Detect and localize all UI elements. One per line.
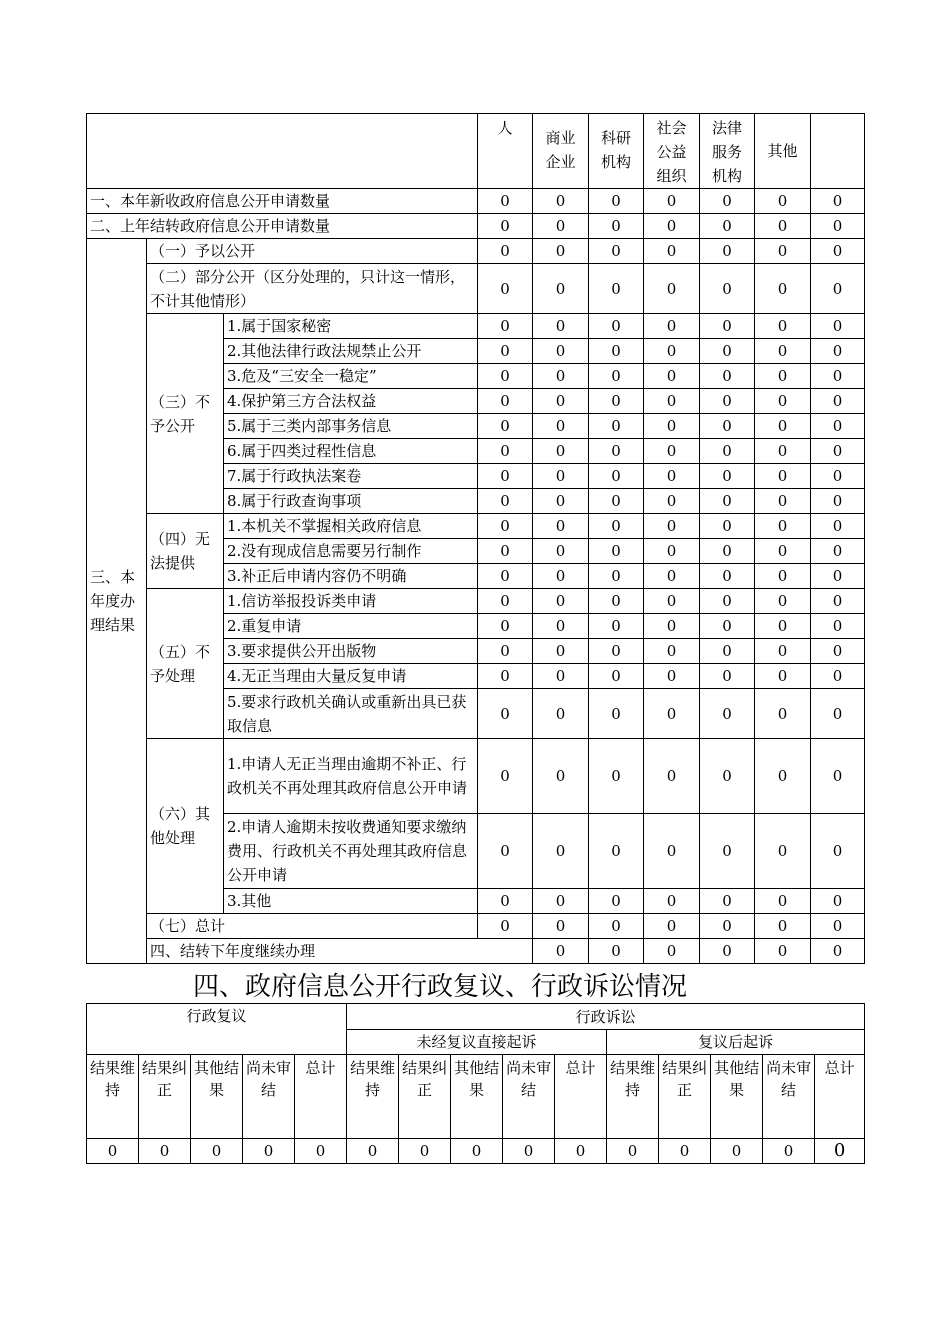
count-cell: 0 — [700, 264, 755, 314]
count-cell: 0 — [644, 364, 700, 389]
count-cell: 0 — [644, 464, 700, 489]
count-cell: 0 — [533, 414, 589, 439]
row-label: 二、上年结转政府信息公开申请数量 — [87, 214, 478, 239]
review-header: 行政复议 — [87, 1004, 347, 1055]
after-column-header: 结果纠正 — [659, 1055, 711, 1139]
review-column-header: 尚未审结 — [243, 1055, 295, 1139]
group-label: （一）予以公开 — [147, 239, 478, 264]
count-cell: 0 — [503, 1139, 555, 1164]
count-cell: 0 — [533, 739, 589, 814]
group-label: （七）总计 — [147, 914, 478, 939]
table-row — [87, 214, 865, 239]
count-cell: 0 — [811, 464, 865, 489]
table-row — [87, 239, 865, 264]
count-cell: 0 — [399, 1139, 451, 1164]
count-cell: 0 — [755, 639, 811, 664]
count-cell: 0 — [644, 564, 700, 589]
row-label: 四、结转下年度继续办理 — [147, 939, 533, 964]
count-cell: 0 — [644, 264, 700, 314]
count-cell: 0 — [811, 264, 865, 314]
item-label: 3.危及“三安全一稳定” — [224, 364, 478, 389]
count-cell: 0 — [478, 614, 533, 639]
count-cell: 0 — [659, 1139, 711, 1164]
item-label: 1.属于国家秘密 — [224, 314, 478, 339]
count-cell: 0 — [589, 314, 644, 339]
count-cell: 0 — [700, 389, 755, 414]
count-cell: 0 — [478, 214, 533, 239]
count-cell: 0 — [533, 564, 589, 589]
count-cell: 0 — [700, 314, 755, 339]
table-row — [87, 114, 865, 189]
group-label: （三）不予公开 — [147, 314, 224, 514]
column-header: 其他 — [755, 114, 811, 189]
count-cell: 0 — [755, 489, 811, 514]
count-cell: 0 — [533, 589, 589, 614]
review-litigation-table — [86, 1003, 865, 1164]
count-cell: 0 — [811, 589, 865, 614]
count-cell: 0 — [478, 914, 533, 939]
count-cell: 0 — [644, 239, 700, 264]
count-cell: 0 — [811, 414, 865, 439]
count-cell: 0 — [478, 739, 533, 814]
count-cell: 0 — [295, 1139, 347, 1164]
column-header: 社会 公益 组织 — [644, 114, 700, 189]
group-label: （六）其他处理 — [147, 739, 224, 914]
count-cell: 0 — [644, 639, 700, 664]
count-cell: 0 — [533, 614, 589, 639]
count-cell: 0 — [755, 689, 811, 739]
count-cell: 0 — [533, 814, 589, 889]
item-label: 2.其他法律行政法规禁止公开 — [224, 339, 478, 364]
count-cell: 0 — [644, 914, 700, 939]
count-cell: 0 — [700, 814, 755, 889]
count-cell: 0 — [811, 214, 865, 239]
count-cell: 0 — [533, 439, 589, 464]
count-cell: 0 — [478, 264, 533, 314]
litigation-header: 行政诉讼 — [347, 1004, 865, 1030]
count-cell: 0 — [589, 489, 644, 514]
count-cell: 0 — [644, 214, 700, 239]
count-cell: 0 — [533, 264, 589, 314]
review-column-header: 总计 — [295, 1055, 347, 1139]
count-cell: 0 — [700, 639, 755, 664]
count-cell: 0 — [607, 1139, 659, 1164]
count-cell: 0 — [700, 914, 755, 939]
count-cell: 0 — [644, 389, 700, 414]
review-column-header: 结果维持 — [87, 1055, 139, 1139]
count-cell: 0 — [811, 639, 865, 664]
item-label: 3.补正后申请内容仍不明确 — [224, 564, 478, 589]
count-cell: 0 — [755, 314, 811, 339]
count-cell: 0 — [755, 564, 811, 589]
count-cell: 0 — [755, 739, 811, 814]
count-cell: 0 — [811, 564, 865, 589]
count-cell: 0 — [589, 939, 644, 964]
count-cell: 0 — [139, 1139, 191, 1164]
count-cell: 0 — [755, 939, 811, 964]
count-cell: 0 — [811, 814, 865, 889]
table-row — [87, 1139, 865, 1164]
count-cell: 0 — [755, 589, 811, 614]
count-cell: 0 — [755, 514, 811, 539]
item-label: 2.重复申请 — [224, 614, 478, 639]
count-cell: 0 — [700, 414, 755, 439]
count-cell: 0 — [478, 314, 533, 339]
count-cell: 0 — [478, 364, 533, 389]
count-cell: 0 — [755, 214, 811, 239]
count-cell: 0 — [478, 689, 533, 739]
header-blank — [87, 114, 478, 189]
count-cell: 0 — [478, 339, 533, 364]
count-cell: 0 — [700, 739, 755, 814]
count-cell: 0 — [533, 389, 589, 414]
count-cell: 0 — [644, 314, 700, 339]
count-cell: 0 — [644, 614, 700, 639]
direct-column-header: 结果纠正 — [399, 1055, 451, 1139]
count-cell: 0 — [589, 514, 644, 539]
count-cell: 0 — [811, 739, 865, 814]
count-cell: 0 — [478, 639, 533, 664]
after-column-header: 其他结果 — [711, 1055, 763, 1139]
count-cell: 0 — [755, 339, 811, 364]
count-cell: 0 — [644, 439, 700, 464]
group-label: （四）无法提供 — [147, 514, 224, 589]
count-cell: 0 — [811, 689, 865, 739]
count-cell: 0 — [589, 214, 644, 239]
count-cell: 0 — [589, 364, 644, 389]
table-row — [87, 314, 865, 339]
count-cell: 0 — [811, 614, 865, 639]
count-cell: 0 — [644, 539, 700, 564]
count-cell: 0 — [478, 514, 533, 539]
count-cell: 0 — [533, 189, 589, 214]
count-cell: 0 — [815, 1139, 865, 1164]
count-cell: 0 — [755, 389, 811, 414]
count-cell: 0 — [478, 489, 533, 514]
count-cell: 0 — [644, 939, 700, 964]
count-cell: 0 — [811, 439, 865, 464]
item-label: 6.属于四类过程性信息 — [224, 439, 478, 464]
count-cell: 0 — [700, 614, 755, 639]
count-cell: 0 — [755, 439, 811, 464]
count-cell: 0 — [87, 1139, 139, 1164]
count-cell: 0 — [755, 889, 811, 914]
count-cell: 0 — [589, 889, 644, 914]
direct-suit-header: 未经复议直接起诉 — [347, 1030, 607, 1055]
count-cell: 0 — [451, 1139, 503, 1164]
count-cell: 0 — [644, 514, 700, 539]
count-cell: 0 — [533, 639, 589, 664]
item-label: 3.要求提供公开出版物 — [224, 639, 478, 664]
column-header: 法律 服务 机构 — [700, 114, 755, 189]
after-column-header: 尚未审结 — [763, 1055, 815, 1139]
column-header: 人 — [478, 114, 533, 189]
count-cell: 0 — [700, 489, 755, 514]
count-cell: 0 — [533, 314, 589, 339]
count-cell: 0 — [533, 939, 589, 964]
count-cell: 0 — [700, 439, 755, 464]
item-label: 1.信访举报投诉类申请 — [224, 589, 478, 614]
count-cell: 0 — [478, 389, 533, 414]
count-cell: 0 — [478, 239, 533, 264]
count-cell: 0 — [589, 639, 644, 664]
count-cell: 0 — [533, 464, 589, 489]
count-cell: 0 — [755, 539, 811, 564]
count-cell: 0 — [700, 889, 755, 914]
count-cell: 0 — [589, 414, 644, 439]
item-label: 5.要求行政机关确认或重新出具已获取信息 — [224, 689, 478, 739]
count-cell: 0 — [589, 914, 644, 939]
count-cell: 0 — [700, 464, 755, 489]
count-cell: 0 — [811, 364, 865, 389]
count-cell: 0 — [478, 414, 533, 439]
count-cell: 0 — [755, 414, 811, 439]
item-label: 1.本机关不掌握相关政府信息 — [224, 514, 478, 539]
count-cell: 0 — [811, 889, 865, 914]
table-row — [87, 1055, 865, 1139]
count-cell: 0 — [700, 564, 755, 589]
column-header: 科研 机构 — [589, 114, 644, 189]
table-row — [87, 939, 865, 964]
table-row — [87, 914, 865, 939]
disclosure-statistics-table — [86, 113, 865, 964]
header-blank — [811, 114, 865, 189]
count-cell: 0 — [589, 589, 644, 614]
item-label: 4.无正当理由大量反复申请 — [224, 664, 478, 689]
group-label: （二）部分公开（区分处理的，只计这一情形，不计其他情形） — [147, 264, 478, 314]
count-cell: 0 — [191, 1139, 243, 1164]
count-cell: 0 — [700, 364, 755, 389]
section-label: 三、本年度办理结果 — [87, 239, 147, 964]
count-cell: 0 — [644, 414, 700, 439]
count-cell: 0 — [533, 539, 589, 564]
count-cell: 0 — [533, 214, 589, 239]
count-cell: 0 — [589, 189, 644, 214]
direct-column-header: 尚未审结 — [503, 1055, 555, 1139]
count-cell: 0 — [755, 239, 811, 264]
table-row — [87, 189, 865, 214]
count-cell: 0 — [555, 1139, 607, 1164]
count-cell: 0 — [589, 464, 644, 489]
count-cell: 0 — [478, 589, 533, 614]
count-cell: 0 — [478, 889, 533, 914]
count-cell: 0 — [644, 739, 700, 814]
item-label: 2.没有现成信息需要另行制作 — [224, 539, 478, 564]
count-cell: 0 — [755, 464, 811, 489]
count-cell: 0 — [755, 814, 811, 889]
count-cell: 0 — [478, 464, 533, 489]
count-cell: 0 — [589, 739, 644, 814]
count-cell: 0 — [811, 514, 865, 539]
count-cell: 0 — [755, 914, 811, 939]
count-cell: 0 — [700, 514, 755, 539]
group-label: （五）不予处理 — [147, 589, 224, 739]
count-cell: 0 — [711, 1139, 763, 1164]
count-cell: 0 — [763, 1139, 815, 1164]
after-column-header: 总计 — [815, 1055, 865, 1139]
count-cell: 0 — [478, 189, 533, 214]
count-cell: 0 — [700, 339, 755, 364]
count-cell: 0 — [589, 689, 644, 739]
count-cell: 0 — [644, 889, 700, 914]
count-cell: 0 — [478, 664, 533, 689]
count-cell: 0 — [700, 939, 755, 964]
count-cell: 0 — [644, 664, 700, 689]
count-cell: 0 — [533, 489, 589, 514]
table-row — [87, 514, 865, 539]
count-cell: 0 — [644, 339, 700, 364]
count-cell: 0 — [533, 239, 589, 264]
item-label: 4.保护第三方合法权益 — [224, 389, 478, 414]
table-row — [87, 1004, 865, 1030]
row-label: 一、本年新收政府信息公开申请数量 — [87, 189, 478, 214]
count-cell: 0 — [811, 239, 865, 264]
count-cell: 0 — [700, 214, 755, 239]
count-cell: 0 — [811, 939, 865, 964]
count-cell: 0 — [811, 914, 865, 939]
direct-column-header: 其他结果 — [451, 1055, 503, 1139]
count-cell: 0 — [589, 264, 644, 314]
count-cell: 0 — [533, 664, 589, 689]
count-cell: 0 — [811, 339, 865, 364]
section-title: 四、政府信息公开行政复议、行政诉讼情况 — [192, 972, 687, 1002]
count-cell: 0 — [644, 189, 700, 214]
item-label: 5.属于三类内部事务信息 — [224, 414, 478, 439]
count-cell: 0 — [644, 489, 700, 514]
count-cell: 0 — [589, 439, 644, 464]
item-label: 2.申请人逾期未按收费通知要求缴纳费用、行政机关不再处理其政府信息公开申请 — [224, 814, 478, 889]
count-cell: 0 — [589, 814, 644, 889]
direct-column-header: 总计 — [555, 1055, 607, 1139]
column-header: 商业 企业 — [533, 114, 589, 189]
count-cell: 0 — [700, 189, 755, 214]
count-cell: 0 — [533, 689, 589, 739]
count-cell: 0 — [589, 664, 644, 689]
count-cell: 0 — [589, 389, 644, 414]
count-cell: 0 — [533, 364, 589, 389]
count-cell: 0 — [533, 339, 589, 364]
item-label: 3.其他 — [224, 889, 478, 914]
after-review-header: 复议后起诉 — [607, 1030, 865, 1055]
count-cell: 0 — [589, 564, 644, 589]
count-cell: 0 — [644, 814, 700, 889]
count-cell: 0 — [700, 589, 755, 614]
count-cell: 0 — [478, 439, 533, 464]
count-cell: 0 — [755, 189, 811, 214]
count-cell: 0 — [644, 689, 700, 739]
table-row — [87, 264, 865, 314]
count-cell: 0 — [589, 614, 644, 639]
count-cell: 0 — [478, 814, 533, 889]
count-cell: 0 — [644, 589, 700, 614]
count-cell: 0 — [811, 539, 865, 564]
count-cell: 0 — [811, 314, 865, 339]
count-cell: 0 — [589, 539, 644, 564]
count-cell: 0 — [755, 364, 811, 389]
count-cell: 0 — [533, 514, 589, 539]
item-label: 7.属于行政执法案卷 — [224, 464, 478, 489]
count-cell: 0 — [700, 239, 755, 264]
count-cell: 0 — [700, 539, 755, 564]
table-row — [87, 739, 865, 814]
count-cell: 0 — [811, 664, 865, 689]
count-cell: 0 — [811, 489, 865, 514]
direct-column-header: 结果维持 — [347, 1055, 399, 1139]
count-cell: 0 — [700, 664, 755, 689]
review-column-header: 其他结果 — [191, 1055, 243, 1139]
count-cell: 0 — [755, 664, 811, 689]
count-cell: 0 — [243, 1139, 295, 1164]
count-cell: 0 — [478, 539, 533, 564]
table-row — [87, 589, 865, 614]
count-cell: 0 — [347, 1139, 399, 1164]
count-cell: 0 — [589, 339, 644, 364]
count-cell: 0 — [811, 389, 865, 414]
count-cell: 0 — [700, 689, 755, 739]
count-cell: 0 — [811, 189, 865, 214]
item-label: 8.属于行政查询事项 — [224, 489, 478, 514]
count-cell: 0 — [589, 239, 644, 264]
count-cell: 0 — [755, 614, 811, 639]
count-cell: 0 — [755, 264, 811, 314]
item-label: 1.申请人无正当理由逾期不补正、行政机关不再处理其政府信息公开申请 — [224, 739, 478, 814]
after-column-header: 结果维持 — [607, 1055, 659, 1139]
count-cell: 0 — [533, 914, 589, 939]
review-column-header: 结果纠正 — [139, 1055, 191, 1139]
count-cell: 0 — [478, 564, 533, 589]
count-cell: 0 — [533, 889, 589, 914]
